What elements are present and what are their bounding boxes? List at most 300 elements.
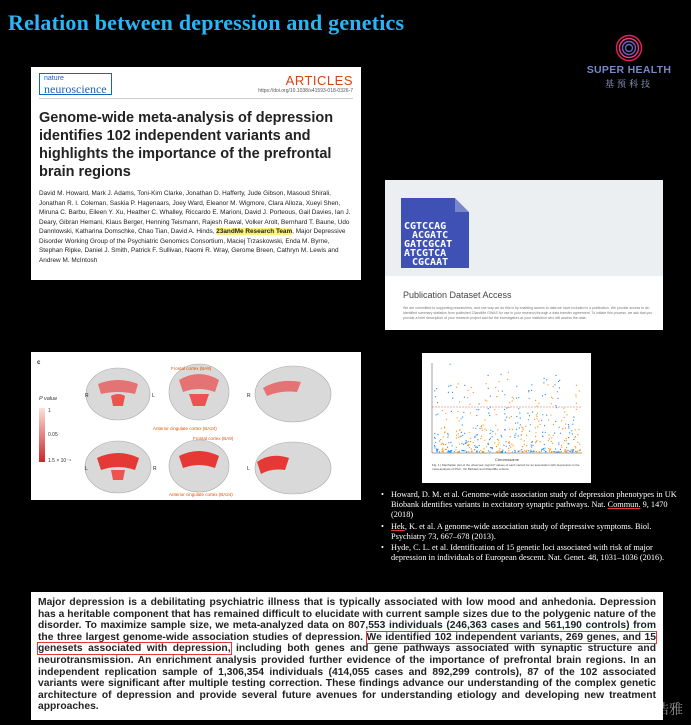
manhattan-point bbox=[576, 403, 577, 404]
manhattan-point bbox=[538, 421, 539, 422]
manhattan-point bbox=[517, 422, 518, 423]
sequence-line: GATCGCAT bbox=[404, 239, 453, 250]
manhattan-point bbox=[525, 451, 526, 452]
manhattan-point bbox=[498, 451, 499, 452]
manhattan-point bbox=[451, 411, 452, 412]
manhattan-point bbox=[501, 451, 502, 452]
manhattan-point bbox=[564, 411, 565, 412]
manhattan-point bbox=[538, 403, 539, 404]
manhattan-point bbox=[490, 430, 491, 431]
manhattan-point bbox=[498, 442, 499, 443]
manhattan-point bbox=[489, 439, 490, 440]
manhattan-point bbox=[565, 423, 566, 424]
manhattan-point bbox=[518, 408, 519, 409]
manhattan-point bbox=[558, 451, 559, 452]
manhattan-point bbox=[540, 441, 541, 442]
manhattan-point bbox=[488, 444, 489, 445]
manhattan-point bbox=[575, 394, 576, 395]
manhattan-point bbox=[488, 413, 489, 414]
manhattan-point bbox=[576, 385, 577, 386]
manhattan-point bbox=[454, 451, 455, 452]
manhattan-point bbox=[468, 451, 469, 452]
authors-text: David M. Howard, Mark J. Adams, Toni-Kim Clarke, Jonathan D. Hafferty, Jude Gibson, Masoud Shirali, Jonathan R. I. Coleman, Saskia P. Hagenaars, Joey Ward, Eleanor M. Wigmore, Clara Alloza, Xueyi Shen, Miruna C. Barbu, Eileen Y. Xu, Heather C. Whalley, Riccardo E. Marioni, David J. Porteous, Gail Davies, Ian J. Deary, Gibran Hemani, Klaus Berger, Henning Teismann, Rajesh Rawal, Volker Arolt, Bernhard T. Baune, Udo Dannlowski, Katharina Domschke, Chao Tian, David A. Hinds, bbox=[39, 190, 351, 235]
manhattan-point bbox=[546, 379, 547, 380]
manhattan-point bbox=[526, 435, 527, 436]
manhattan-point bbox=[434, 437, 435, 438]
manhattan-point bbox=[451, 450, 452, 451]
manhattan-point bbox=[519, 450, 520, 451]
manhattan-point bbox=[536, 414, 537, 415]
manhattan-point bbox=[509, 445, 510, 446]
manhattan-point bbox=[443, 444, 444, 445]
manhattan-point bbox=[476, 446, 477, 447]
manhattan-point bbox=[550, 414, 551, 415]
manhattan-point bbox=[521, 449, 522, 450]
manhattan-point bbox=[447, 447, 448, 448]
manhattan-point bbox=[564, 417, 565, 418]
manhattan-point bbox=[573, 439, 574, 440]
manhattan-point bbox=[496, 451, 497, 452]
manhattan-point bbox=[489, 415, 490, 416]
manhattan-point bbox=[480, 450, 481, 451]
manhattan-point bbox=[471, 387, 472, 388]
manhattan-point bbox=[551, 403, 552, 404]
manhattan-point bbox=[542, 432, 543, 433]
manhattan-point bbox=[502, 450, 503, 451]
manhattan-point bbox=[513, 398, 514, 399]
brain-figure-svg bbox=[31, 352, 361, 500]
manhattan-point bbox=[505, 451, 506, 452]
manhattan-point bbox=[506, 417, 507, 418]
manhattan-point bbox=[464, 450, 465, 451]
manhattan-points bbox=[434, 364, 581, 453]
manhattan-point bbox=[482, 430, 483, 431]
manhattan-point bbox=[481, 426, 482, 427]
manhattan-point bbox=[529, 398, 530, 399]
manhattan-point bbox=[537, 413, 538, 414]
manhattan-point bbox=[559, 427, 560, 428]
manhattan-point bbox=[553, 451, 554, 452]
manhattan-point bbox=[548, 440, 549, 441]
manhattan-point bbox=[475, 428, 476, 429]
reference-underlined: Hek bbox=[391, 521, 405, 531]
manhattan-point bbox=[452, 445, 453, 446]
manhattan-point bbox=[479, 445, 480, 446]
manhattan-point bbox=[540, 424, 541, 425]
manhattan-point bbox=[434, 433, 435, 434]
dataset-access-image bbox=[385, 180, 663, 330]
manhattan-point bbox=[481, 428, 482, 429]
manhattan-point bbox=[477, 451, 478, 452]
reference-underlined: Commun. bbox=[607, 500, 641, 510]
manhattan-point bbox=[463, 450, 464, 451]
manhattan-point bbox=[506, 446, 507, 447]
manhattan-point bbox=[456, 431, 457, 432]
manhattan-point bbox=[497, 439, 498, 440]
manhattan-point bbox=[496, 396, 497, 397]
manhattan-point bbox=[515, 433, 516, 434]
manhattan-point bbox=[469, 447, 470, 448]
manhattan-point bbox=[552, 443, 553, 444]
manhattan-point bbox=[527, 413, 528, 414]
manhattan-point bbox=[435, 438, 436, 439]
manhattan-point bbox=[575, 446, 576, 447]
manhattan-point bbox=[525, 426, 526, 427]
manhattan-point bbox=[556, 451, 557, 452]
manhattan-point bbox=[511, 416, 512, 417]
manhattan-point bbox=[459, 401, 460, 402]
manhattan-point bbox=[452, 392, 453, 393]
manhattan-point bbox=[476, 434, 477, 435]
manhattan-point bbox=[451, 451, 452, 452]
manhattan-point bbox=[440, 439, 441, 440]
logo-tagline: 基预科技 bbox=[604, 80, 653, 90]
authors-highlight: 23andMe Research Team bbox=[216, 228, 293, 235]
manhattan-point bbox=[523, 429, 524, 430]
manhattan-point bbox=[445, 444, 446, 445]
manhattan-point bbox=[535, 436, 536, 437]
manhattan-point bbox=[505, 429, 506, 430]
manhattan-point bbox=[494, 442, 495, 443]
manhattan-point bbox=[462, 416, 463, 417]
manhattan-point bbox=[434, 447, 435, 448]
manhattan-point bbox=[467, 442, 468, 443]
manhattan-point bbox=[565, 427, 566, 428]
manhattan-point bbox=[568, 424, 569, 425]
manhattan-point bbox=[464, 385, 465, 386]
manhattan-point bbox=[465, 443, 466, 444]
manhattan-point bbox=[477, 425, 478, 426]
manhattan-point bbox=[526, 450, 527, 451]
manhattan-point bbox=[448, 392, 449, 393]
manhattan-point bbox=[505, 420, 506, 421]
side-label-l: L bbox=[85, 466, 88, 472]
slide-title: Relation between depression and genetics bbox=[8, 10, 405, 35]
manhattan-point bbox=[536, 416, 537, 417]
manhattan-point bbox=[579, 444, 580, 445]
manhattan-point bbox=[442, 448, 443, 449]
dataset-description: We are committed to supporting researchers, and one way we do this is by enabling access to data we have included in a publication. We provide access to de-identified summary statistics from published 23andMe GWAS for use in your research through a data transfer agreement. To initiate this process, we ask that you provide a brief description of your research project and list the investigators at your institution who will access the data. bbox=[403, 306, 653, 320]
manhattan-point bbox=[470, 438, 471, 439]
manhattan-point bbox=[434, 390, 435, 391]
manhattan-point bbox=[542, 395, 543, 396]
manhattan-point bbox=[555, 448, 556, 449]
manhattan-point bbox=[443, 450, 444, 451]
manhattan-point bbox=[457, 417, 458, 418]
manhattan-point bbox=[509, 429, 510, 430]
manhattan-point bbox=[510, 447, 511, 448]
sequence-line: CGTCCAG bbox=[404, 221, 447, 232]
manhattan-point bbox=[452, 398, 453, 399]
reference-item: • Hek, K. et al. A genome-wide association study of depressive symptoms. Biol. Psychiatry 73, 667–678 (2013). bbox=[379, 522, 679, 542]
legend-title: P value bbox=[39, 396, 58, 402]
dna-sequence bbox=[404, 222, 452, 267]
manhattan-point bbox=[554, 384, 555, 385]
manhattan-point bbox=[561, 445, 562, 446]
manhattan-point bbox=[561, 420, 562, 421]
manhattan-point bbox=[496, 414, 497, 415]
watermark: 知乎 @浩浩雅 bbox=[594, 702, 683, 718]
manhattan-point bbox=[461, 432, 462, 433]
manhattan-point bbox=[519, 412, 520, 413]
manhattan-point bbox=[450, 442, 451, 443]
legend-tick: 1 bbox=[48, 408, 51, 414]
manhattan-point bbox=[543, 448, 544, 449]
brain-sagittal-bottom bbox=[255, 442, 331, 494]
manhattan-point bbox=[566, 440, 567, 441]
manhattan-point bbox=[557, 398, 558, 399]
manhattan-point bbox=[510, 436, 511, 437]
manhattan-point bbox=[474, 437, 475, 438]
manhattan-point bbox=[524, 440, 525, 441]
manhattan-point bbox=[459, 451, 460, 452]
manhattan-point bbox=[437, 402, 438, 403]
manhattan-point bbox=[484, 440, 485, 441]
manhattan-point bbox=[462, 424, 463, 425]
manhattan-point bbox=[459, 436, 460, 437]
manhattan-point bbox=[462, 435, 463, 436]
manhattan-point bbox=[559, 451, 560, 452]
manhattan-point bbox=[499, 448, 500, 449]
manhattan-point bbox=[458, 383, 459, 384]
manhattan-point bbox=[469, 404, 470, 405]
manhattan-point bbox=[511, 444, 512, 445]
fingerprint-logo-icon bbox=[615, 34, 643, 62]
manhattan-point bbox=[460, 436, 461, 437]
manhattan-point bbox=[490, 407, 491, 408]
manhattan-point bbox=[439, 440, 440, 441]
manhattan-point bbox=[512, 451, 513, 452]
manhattan-point bbox=[492, 431, 493, 432]
brain-figure bbox=[31, 352, 361, 500]
brain-frontal-top bbox=[169, 364, 229, 420]
manhattan-point bbox=[473, 392, 474, 393]
manhattan-point bbox=[458, 437, 459, 438]
reference-item: • Howard, D. M. et al. Genome-wide association study of depression phenotypes in UK Biobank identifies variants in excitatory synaptic pathways. Nat. Commun. 9, 1470 (2018) bbox=[379, 490, 679, 521]
abstract-box bbox=[31, 592, 663, 720]
manhattan-point bbox=[552, 398, 553, 399]
manhattan-point bbox=[524, 444, 525, 445]
manhattan-point bbox=[576, 396, 577, 397]
manhattan-point bbox=[503, 445, 504, 446]
manhattan-point bbox=[507, 379, 508, 380]
manhattan-point bbox=[495, 425, 496, 426]
manhattan-point bbox=[512, 397, 513, 398]
manhattan-point bbox=[571, 430, 572, 431]
manhattan-point bbox=[515, 423, 516, 424]
manhattan-point bbox=[490, 396, 491, 397]
manhattan-point bbox=[535, 427, 536, 428]
manhattan-point bbox=[448, 442, 449, 443]
manhattan-point bbox=[535, 442, 536, 443]
manhattan-point bbox=[522, 446, 523, 447]
manhattan-point bbox=[466, 451, 467, 452]
manhattan-svg bbox=[422, 353, 591, 483]
manhattan-point bbox=[535, 400, 536, 401]
manhattan-point bbox=[496, 446, 497, 447]
manhattan-point bbox=[561, 451, 562, 452]
manhattan-point bbox=[488, 408, 489, 409]
manhattan-point bbox=[578, 429, 579, 430]
manhattan-point bbox=[509, 417, 510, 418]
manhattan-point bbox=[448, 434, 449, 435]
manhattan-point bbox=[559, 380, 560, 381]
manhattan-point bbox=[541, 420, 542, 421]
manhattan-point bbox=[516, 397, 517, 398]
manhattan-point bbox=[437, 413, 438, 414]
manhattan-point bbox=[457, 411, 458, 412]
manhattan-point bbox=[504, 413, 505, 414]
manhattan-point bbox=[508, 442, 509, 443]
manhattan-point bbox=[468, 444, 469, 445]
manhattan-point bbox=[439, 451, 440, 452]
manhattan-point bbox=[568, 437, 569, 438]
manhattan-point bbox=[547, 384, 548, 385]
side-label-r: R bbox=[153, 466, 157, 472]
manhattan-point bbox=[442, 449, 443, 450]
manhattan-point bbox=[519, 427, 520, 428]
manhattan-point bbox=[482, 451, 483, 452]
manhattan-point bbox=[530, 450, 531, 451]
manhattan-point bbox=[532, 412, 533, 413]
manhattan-point bbox=[542, 436, 543, 437]
manhattan-point bbox=[474, 445, 475, 446]
manhattan-point bbox=[569, 432, 570, 433]
manhattan-point bbox=[518, 435, 519, 436]
manhattan-point bbox=[468, 390, 469, 391]
manhattan-point bbox=[531, 384, 532, 385]
manhattan-point bbox=[569, 451, 570, 452]
manhattan-point bbox=[579, 390, 580, 391]
manhattan-point bbox=[514, 437, 515, 438]
manhattan-point bbox=[545, 394, 546, 395]
super-health-logo bbox=[584, 34, 674, 90]
manhattan-point bbox=[501, 436, 502, 437]
manhattan-point bbox=[522, 427, 523, 428]
brain-sagittal-top bbox=[255, 366, 331, 422]
manhattan-point bbox=[488, 443, 489, 444]
manhattan-point bbox=[566, 447, 567, 448]
manhattan-point bbox=[536, 441, 537, 442]
manhattan-point bbox=[450, 364, 451, 365]
manhattan-point bbox=[576, 409, 577, 410]
manhattan-point bbox=[537, 426, 538, 427]
abstract-text bbox=[38, 597, 656, 713]
manhattan-point bbox=[516, 416, 517, 417]
manhattan-point bbox=[568, 427, 569, 428]
manhattan-point bbox=[562, 428, 563, 429]
manhattan-point bbox=[509, 443, 510, 444]
manhattan-point bbox=[536, 418, 537, 419]
manhattan-point bbox=[444, 427, 445, 428]
manhattan-point bbox=[550, 449, 551, 450]
manhattan-point bbox=[532, 445, 533, 446]
manhattan-point bbox=[541, 449, 542, 450]
manhattan-point bbox=[501, 435, 502, 436]
manhattan-point bbox=[492, 436, 493, 437]
abstract-highlight-box: We identified 102 independent variants, 269 genes, and 15 bbox=[366, 631, 656, 643]
manhattan-point bbox=[526, 445, 527, 446]
manhattan-point bbox=[448, 386, 449, 387]
dna-document-icon bbox=[401, 198, 469, 268]
manhattan-point bbox=[446, 449, 447, 450]
manhattan-point bbox=[490, 433, 491, 434]
article-type: ARTICLES bbox=[285, 73, 353, 88]
manhattan-point bbox=[551, 437, 552, 438]
manhattan-point bbox=[486, 383, 487, 384]
manhattan-point bbox=[497, 429, 498, 430]
manhattan-point bbox=[568, 443, 569, 444]
manhattan-point bbox=[494, 409, 495, 410]
manhattan-point bbox=[492, 448, 493, 449]
manhattan-point bbox=[514, 435, 515, 436]
manhattan-point bbox=[577, 450, 578, 451]
manhattan-point bbox=[572, 424, 573, 425]
sequence-line: CGCAAT bbox=[412, 257, 449, 268]
manhattan-point bbox=[559, 387, 560, 388]
dataset-title: Publication Dataset Access bbox=[403, 290, 512, 300]
manhattan-point bbox=[573, 420, 574, 421]
manhattan-point bbox=[553, 424, 554, 425]
manhattan-point bbox=[514, 451, 515, 452]
abstract-part: Major depression is a debilitating psychiatric illness that is typically associated with low mood and anhedonia. Depression has a heritable component that has remained difficult to elucidate with current sample sizes due to the polygenic nature of the disorder. To maximize sample size, we meta-analyzed data on 807,553 individuals (246,363 cases and 561,190 controls) from the three largest genome-wide association studies of depression. bbox=[38, 597, 656, 643]
manhattan-point bbox=[531, 445, 532, 446]
side-label-l: L bbox=[152, 393, 155, 399]
manhattan-point bbox=[518, 397, 519, 398]
manhattan-point bbox=[464, 433, 465, 434]
manhattan-point bbox=[572, 433, 573, 434]
manhattan-point bbox=[442, 443, 443, 444]
manhattan-point bbox=[495, 387, 496, 388]
manhattan-point bbox=[575, 429, 576, 430]
manhattan-point bbox=[539, 451, 540, 452]
manhattan-point bbox=[481, 436, 482, 437]
manhattan-point bbox=[521, 426, 522, 427]
manhattan-point bbox=[447, 433, 448, 434]
manhattan-point bbox=[479, 451, 480, 452]
manhattan-point bbox=[484, 428, 485, 429]
manhattan-point bbox=[557, 391, 558, 392]
manhattan-point bbox=[476, 409, 477, 410]
manhattan-point bbox=[477, 439, 478, 440]
article-header-image bbox=[31, 67, 361, 280]
brain-axial-top bbox=[86, 368, 150, 420]
abstract-part: including both genes and gene pathways associated with synaptic structure and neurotransmission. An enrichment analysis provided further evidence of the importance of prefrontal brain regions. In an independent replication sample of 1,306,354 individuals (414,055 cases and 892,299 controls), 87 of the 102 associated variants were significant after multiple testing correction. These findings advance our understanding of the complex genetic architecture of depression and provide several future avenues for understanding etiology and developing new treatment approaches. bbox=[38, 643, 656, 713]
manhattan-point bbox=[477, 447, 478, 448]
manhattan-point bbox=[544, 450, 545, 451]
manhattan-point bbox=[521, 435, 522, 436]
manhattan-point bbox=[504, 409, 505, 410]
manhattan-point bbox=[478, 409, 479, 410]
manhattan-point bbox=[435, 396, 436, 397]
sequence-line: ATCGTCA bbox=[404, 248, 447, 259]
manhattan-point bbox=[434, 445, 435, 446]
manhattan-point bbox=[536, 406, 537, 407]
manhattan-point bbox=[463, 412, 464, 413]
manhattan-point bbox=[572, 450, 573, 451]
manhattan-point bbox=[498, 444, 499, 445]
manhattan-xlabel: Chromosome bbox=[494, 457, 520, 462]
manhattan-point bbox=[488, 388, 489, 389]
manhattan-point bbox=[524, 450, 525, 451]
manhattan-point bbox=[572, 451, 573, 452]
article-authors bbox=[39, 189, 353, 265]
manhattan-point bbox=[564, 451, 565, 452]
panel-label: c bbox=[37, 360, 41, 366]
brain-frontal-bottom bbox=[169, 440, 229, 492]
manhattan-point bbox=[450, 385, 451, 386]
manhattan-point bbox=[508, 407, 509, 408]
